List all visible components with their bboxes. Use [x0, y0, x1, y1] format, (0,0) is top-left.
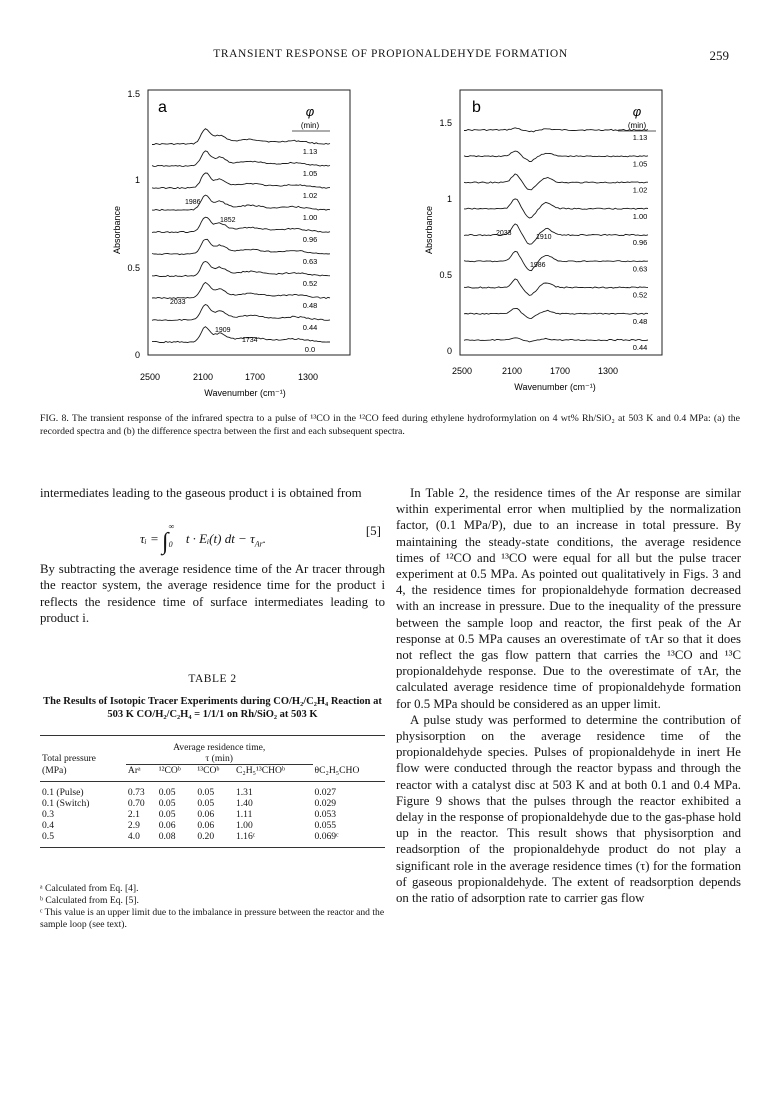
paragraph: In Table 2, the residence times of the Ar response are similar within experimental error when multiplied by the normalization factor, (0.1 MPa/P), due to an increase in total pressure. By maintaining the steady-state conditions, the average residence times of ¹²CO and ¹³CO were equal for all but the pulse tracer experiment at 0.5 MPa. As pointed out qualitatively in Figs. 3 and 4, the residence times for propionaldehyde formation decreased with an increase in pressure. Due to the inequality of the pressure between the sample loop and reactor, the first peak of the Ar response at 0.5 MPa causes an overestimate of τAr so that it does not reflect the gas flow pattern that carries the ¹³CO and ¹³C propionaldehyde response. Due to the overestimate of τAr, the calculated average residence time of propionaldehyde formation for 0.5 MPa should be considered as an upper limit.	[396, 486, 741, 711]
column-group-unit: τ (min)	[126, 753, 313, 765]
panel-a-label: a	[158, 99, 167, 116]
column-group-header: Average residence time,	[173, 742, 266, 753]
spectrum-trace	[464, 199, 648, 218]
table-row	[40, 798, 385, 809]
phi-value-label: 0.96	[632, 238, 648, 247]
table-cell: 1.16ᶜ	[235, 831, 256, 842]
equation-trailing: .	[262, 531, 267, 547]
column-header: ¹²COᵇ	[158, 765, 181, 776]
figure-8	[40, 80, 740, 410]
x-tick-label: 1300	[597, 366, 619, 376]
table-cell: 0.4	[42, 820, 54, 831]
table-caption: The Results of Isotopic Tracer Experiments during CO/H₂/C₂H₄ Reaction at 503 K CO/H₂/C₂H₄ = 1/1/1 on Rh/SiO₂ at 503 K	[43, 696, 382, 720]
panel-a	[112, 89, 350, 398]
y-tick-label: 1	[446, 194, 452, 204]
panel-b-y-axis-label: Absorbance	[424, 205, 434, 255]
phi-value-label: 0.63	[632, 264, 648, 274]
table-cell: 0.05	[158, 787, 176, 798]
table-2	[40, 735, 385, 848]
upper-limit: ∞	[168, 522, 175, 532]
spectrum-trace	[464, 151, 648, 161]
paragraph: intermediates leading to the gaseous product i is obtained from	[40, 486, 362, 500]
table-cell: 0.029	[314, 798, 337, 809]
phi-value-label: 0.44	[632, 343, 648, 352]
column-header: C₂H₅¹³CHOᵇ	[235, 765, 285, 776]
panel-b-traces	[464, 128, 648, 342]
phi-value-label: 1.13	[302, 147, 318, 156]
peak-label: 1986	[530, 262, 546, 269]
table-row	[40, 831, 385, 848]
x-tick-label: 2100	[501, 366, 523, 376]
column-header: ¹³COᵇ	[197, 765, 220, 776]
peak-label: 1986	[185, 199, 201, 206]
panel-b-x-ticks	[452, 366, 618, 376]
table-footnotes	[40, 883, 385, 931]
table-cell: 0.06	[158, 820, 176, 831]
panel-a-phi-values	[303, 147, 318, 354]
left-column	[40, 485, 385, 626]
paragraph: A pulse study was performed to determine the contribution of physisorption on the average residence time of the propionaldehyde species. Pulses of propionaldehyde in inert He flow were conducted through the reactor bypass and through the reactor with a catalyst disc at 503 K and at both 0.1 and 0.4 MPa. Figure 9 shows that the pulses through the reactor exhibited a delay in the response of propionaldehyde due to the gas-phase hold up in the reactor. This result shows that physisorption and readsorption of the propionaldehyde product do not play a significant role in the average residence times (τ) for the formation of gaseous propionaldehyde. The extent of readsorption depends on the ratio of adsorption rate to carrier gas flow	[396, 712, 741, 906]
column-header: Arᵃ	[127, 765, 141, 776]
equation-integrand: t · Eᵢ(t) dt − τ	[185, 531, 255, 547]
x-tick-label: 2500	[139, 372, 161, 382]
peak-label: 1910	[536, 234, 552, 241]
table-cell: 0.05	[197, 787, 215, 798]
panel-a-x-axis-label: Wavenumber (cm⁻¹)	[204, 388, 286, 398]
phi-value-label: 0.48	[632, 316, 648, 326]
results-table	[40, 735, 385, 848]
panel-b	[424, 90, 662, 392]
y-tick-label: 1.5	[439, 118, 452, 128]
integral-limits	[169, 521, 183, 551]
table-cell: 2.1	[127, 809, 140, 820]
table-cell: 1.00	[235, 820, 253, 831]
footnote: ᶜ This value is an upper limit due to the imbalance in pressure between the reactor and the sample loop (see text).	[40, 907, 385, 930]
equation-number: [5]	[365, 523, 381, 539]
phi-value-label: 0.44	[302, 323, 318, 332]
table-header-row	[40, 736, 385, 754]
table-cell: 0.5	[42, 831, 54, 842]
phi-value-label: 0.96	[302, 235, 318, 244]
page-number: 259	[709, 48, 729, 63]
phi-value-label: 0.52	[632, 290, 648, 300]
phi-value-label: 0.48	[302, 301, 318, 310]
y-tick-label: 1	[134, 175, 140, 185]
peak-label: 1909	[215, 327, 231, 334]
table-header-row	[40, 765, 385, 782]
y-tick-label: 0	[134, 350, 140, 360]
phi-value-label: 0.63	[302, 257, 318, 266]
panel-a-y-ticks	[127, 89, 140, 360]
panel-b-phi-values	[633, 133, 648, 352]
figure-8-svg	[40, 80, 740, 410]
table-cell: 0.06	[197, 809, 215, 820]
equation-lhs: τᵢ =	[140, 531, 159, 547]
footnote: ᵇ Calculated from Eq. [5].	[40, 895, 139, 906]
panel-a-x-ticks	[140, 372, 318, 382]
table-cell: 0.069ᶜ	[314, 831, 339, 842]
table-cell: 0.05	[158, 798, 176, 809]
table-body	[40, 782, 385, 848]
table-cell: 1.11	[235, 809, 253, 820]
footnote: ᵃ Calculated from Eq. [4].	[40, 883, 139, 894]
panel-b-phi-symbol: φ	[632, 104, 642, 119]
column-header: (MPa)	[42, 764, 67, 776]
table-cell: 0.05	[197, 798, 215, 809]
x-tick-label: 2100	[192, 372, 214, 382]
table-cell: 1.40	[235, 798, 253, 809]
phi-value-label: 1.00	[302, 213, 318, 222]
table-cell: 0.1 (Pulse)	[42, 787, 84, 798]
integral-sign-icon: ∫	[161, 529, 169, 556]
column-header: Total pressure	[42, 753, 96, 765]
spectrum-trace	[464, 224, 648, 244]
table-cell: 0.1 (Switch)	[42, 798, 90, 809]
y-tick-label: 0.5	[127, 263, 140, 273]
column-header	[313, 736, 386, 754]
y-tick-label: 0.5	[439, 270, 452, 280]
y-tick-label: 1.5	[127, 89, 140, 99]
table-cell: 0.73	[127, 787, 145, 798]
phi-value-label: 1.13	[632, 133, 648, 142]
lower-limit: 0	[168, 540, 173, 549]
peak-label: 2033	[496, 230, 512, 237]
phi-value-label: 1.00	[632, 211, 648, 221]
table-cell: 0.053	[314, 809, 337, 820]
spectrum-trace	[464, 174, 648, 190]
table-row	[40, 809, 385, 820]
phi-value-label: 1.05	[632, 159, 648, 169]
panel-b-x-axis-label: Wavenumber (cm⁻¹)	[514, 382, 596, 392]
phi-value-label: 0.0	[304, 345, 316, 354]
table-cell: 4.0	[127, 831, 140, 842]
figure-caption: FIG. 8. The transient response of the infrared spectra to a pulse of ¹³CO in the ¹²CO feed during ethylene hydroformylation on 4 wt% Rh/SiO₂ at 503 K and 0.4 MPa: (a) the recorded spectra and (b) the difference spectra between the first and each subsequent spectra.	[40, 413, 740, 437]
running-title: TRANSIENT RESPONSE OF PROPIONALDEHYDE FORMATION	[213, 48, 568, 60]
spectrum-trace	[464, 309, 648, 319]
table-row	[40, 782, 385, 799]
table-cell: 0.3	[42, 809, 54, 820]
column-header	[40, 736, 126, 754]
table-cell: 0.027	[314, 787, 337, 798]
panel-b-label: b	[472, 99, 481, 116]
table-cell: 2.9	[127, 820, 140, 831]
table-cell: 0.055	[314, 820, 337, 831]
panel-a-phi-unit: (min)	[300, 121, 320, 130]
equation-body	[140, 521, 267, 556]
x-tick-label: 2500	[451, 366, 473, 376]
column-header	[313, 753, 386, 765]
panel-a-y-axis-label: Absorbance	[112, 205, 122, 255]
peak-label: 1734	[242, 337, 258, 344]
panel-b-phi-unit: (min)	[627, 121, 647, 130]
equation-5	[40, 509, 385, 557]
paragraph: By subtracting the average residence time of the Ar tracer through the reactor system, the average residence time for the product i reflects the residence time of surface intermediates leading to product i.	[40, 562, 385, 625]
spectrum-trace	[464, 279, 648, 296]
spectrum-trace	[464, 338, 648, 342]
table-cell: 0.70	[127, 798, 145, 809]
equation-subscript: Ar	[254, 539, 263, 549]
table-cell: 0.08	[158, 831, 176, 842]
phi-value-label: 1.02	[302, 191, 318, 200]
peak-label: 1852	[220, 217, 236, 224]
table-cell: 0.20	[197, 831, 215, 842]
spectrum-trace	[464, 251, 648, 270]
column-header: θC₂H₅CHO	[314, 764, 360, 776]
table-title: TABLE 2	[188, 673, 237, 685]
table-row	[40, 820, 385, 831]
panel-b-y-ticks	[439, 118, 452, 356]
table-header-row	[40, 753, 385, 765]
phi-value-label: 1.02	[632, 185, 648, 195]
panel-a-phi-symbol: φ	[305, 104, 315, 119]
x-tick-label: 1700	[244, 372, 266, 382]
x-tick-label: 1700	[549, 366, 571, 376]
page-header	[0, 48, 781, 66]
table-cell: 0.06	[197, 820, 215, 831]
phi-value-label: 0.52	[302, 279, 318, 288]
peak-label: 2033	[170, 299, 186, 306]
x-tick-label: 1300	[297, 372, 319, 382]
phi-value-label: 1.05	[302, 169, 318, 178]
table-cell: 0.05	[158, 809, 176, 820]
right-column	[396, 485, 741, 906]
y-tick-label: 0	[446, 346, 452, 356]
table-cell: 1.31	[235, 787, 253, 798]
